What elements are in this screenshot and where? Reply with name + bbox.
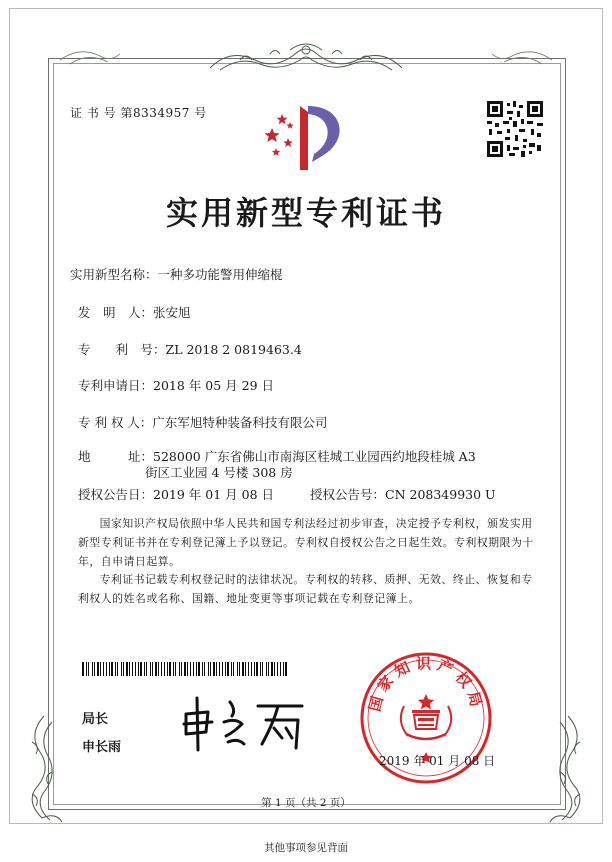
patent-number-value: ZL 2018 2 0819463.4 [165, 342, 302, 357]
barcode-bar [225, 662, 226, 676]
barcode-bar [251, 662, 252, 676]
patentee-row [78, 413, 327, 431]
paragraph-line: 专利证书记载专利权登记时的法律状况。专利权的转移、质押、无效、终止、恢复和专 [99, 573, 533, 586]
barcode-bar [146, 662, 147, 676]
certificate-number: 证 书 号 第8334957 号 [70, 106, 207, 120]
barcode-bar [184, 662, 186, 676]
barcode-bar [132, 662, 133, 676]
inventor-value: 张安旭 [153, 305, 191, 320]
barcode-bar [111, 662, 113, 676]
barcode-bar [94, 662, 95, 676]
barcode-bar [106, 662, 107, 676]
filing-date-value: 2018 年 05 月 29 日 [153, 378, 275, 393]
barcode-bar [117, 662, 118, 676]
name-row [70, 265, 283, 283]
barcode-bar [161, 662, 162, 676]
barcode-bar [245, 662, 246, 676]
patentee-value: 广东军旭特种装备科技有限公司 [152, 415, 328, 430]
top-left-ornament [60, 40, 120, 68]
barcode-bar [135, 662, 136, 676]
paragraph-line: 利权人的姓名或名称、国籍、地址变更等事项记载在专利登记簿上。 [78, 592, 420, 605]
barcode-bar [198, 662, 200, 676]
barcode-bar [204, 662, 205, 676]
barcode-bar [274, 662, 275, 676]
barcode-bar [103, 662, 104, 676]
grant-date-label: 授权公告日： [78, 487, 154, 502]
barcode-bar [242, 662, 244, 676]
barcode-bar [129, 662, 130, 676]
barcode-bar [208, 662, 209, 676]
grant-number-label: 授权公告号： [310, 487, 386, 502]
body-paragraph-1 [78, 514, 540, 571]
barcode-bar [248, 662, 249, 676]
inventor-label: 发 明 人： [78, 305, 154, 320]
barcode-bar [233, 662, 234, 676]
body-paragraph-2 [78, 570, 540, 608]
barcode-bar [169, 662, 171, 676]
barcode-bar [190, 662, 191, 676]
barcode-bar [219, 662, 220, 676]
address-line-1: 528000 广东省佛山市南海区桂城工业园西约地段桂城 A3 [153, 449, 476, 464]
cnipa-logo-icon [258, 98, 354, 174]
address-line-2: 街区工业园 4 号楼 308 房 [145, 465, 293, 480]
patentee-label: 专 利 权 人： [78, 415, 153, 430]
barcode-bar [271, 662, 273, 676]
barcode-bar [181, 662, 182, 676]
barcode-bar [126, 662, 128, 676]
svg-text:国家知识产权局: 国家知识产权局 [365, 654, 487, 714]
top-ornament [200, 40, 412, 74]
barcode-bar [82, 662, 84, 676]
grant-number-value: CN 208349930 U [385, 487, 496, 502]
barcode-bar [193, 662, 194, 676]
barcode-bar [179, 662, 180, 676]
barcode-bar [86, 662, 87, 676]
barcode-bar [268, 662, 269, 676]
barcode-bar [158, 662, 159, 676]
page-title: 实用新型专利证书 [165, 194, 446, 232]
barcode-bar [227, 662, 229, 676]
paragraph-line: 国家知识产权局依照中华人民共和国专利法经过初步审查，决定授予专利权，颁发实用 [99, 517, 533, 530]
barcode-bar [216, 662, 217, 676]
filing-date-label: 专利申请日： [78, 378, 154, 393]
barcode-bar [88, 662, 89, 676]
patent-number-label: 专 利 号： [78, 342, 166, 357]
signatory-title: 局长 [82, 712, 109, 727]
page-number: 第 1 页（共 2 页） [261, 797, 351, 809]
barcode-bar [100, 662, 101, 676]
barcode-bar [262, 662, 263, 676]
patent-number-row [78, 340, 302, 358]
address-label: 地 址： [78, 449, 154, 464]
barcode-bar [109, 662, 110, 676]
footer-note: 其他事项参见背面 [264, 842, 348, 854]
barcode-bar [213, 662, 215, 676]
name-label: 实用新型名称： [70, 267, 158, 282]
barcode-bar [167, 662, 168, 676]
barcode-bar [266, 662, 267, 676]
top-right-ornament [492, 40, 552, 68]
barcode-bar [222, 662, 223, 676]
barcode-bar [277, 662, 278, 676]
barcode-bar [97, 662, 99, 676]
name-value: 一种多功能警用伸缩棍 [157, 267, 283, 282]
inventor-row [78, 303, 191, 321]
barcode-bar [202, 662, 203, 676]
handwritten-signature [178, 692, 308, 754]
barcode-bar [92, 662, 93, 676]
barcode-bar [155, 662, 157, 676]
signatory-name: 申长雨 [82, 740, 122, 755]
grant-date-value: 2019 年 01 月 08 日 [153, 487, 275, 502]
barcode-bar [140, 662, 142, 676]
barcode-bar [175, 662, 176, 676]
barcode-bar [150, 662, 151, 676]
barcode-bar [196, 662, 197, 676]
barcode-bar [285, 662, 287, 676]
barcode-bar [164, 662, 165, 676]
grant-number-row [310, 485, 496, 503]
barcode-bar [121, 662, 122, 676]
barcode-bar [231, 662, 232, 676]
barcode-bar [173, 662, 174, 676]
barcode-bar [256, 662, 258, 676]
seal-date: 2019 年 01 月 08 日 [379, 754, 496, 768]
barcode-bar [138, 662, 139, 676]
barcode-bar [210, 662, 211, 676]
barcode-icon [82, 662, 288, 676]
barcode-bar [144, 662, 145, 676]
barcode-bar [152, 662, 153, 676]
grant-date-row [78, 485, 274, 503]
barcode-bar [283, 662, 284, 676]
barcode-bar [237, 662, 238, 676]
barcode-bar [187, 662, 188, 676]
barcode-bar [254, 662, 255, 676]
barcode-bar [123, 662, 124, 676]
qr-code-icon [487, 101, 543, 157]
filing-date-row [78, 376, 274, 394]
barcode-bar [115, 662, 116, 676]
paragraph-line: 年，自申请日起算。 [78, 555, 181, 568]
barcode-bar [260, 662, 261, 676]
barcode-bar [239, 662, 240, 676]
paragraph-line: 新型专利证书并在专利登记簿上予以登记。专利权自授权公告之日起生效。专利权期限为十 [78, 536, 534, 549]
barcode-bar [280, 662, 281, 676]
